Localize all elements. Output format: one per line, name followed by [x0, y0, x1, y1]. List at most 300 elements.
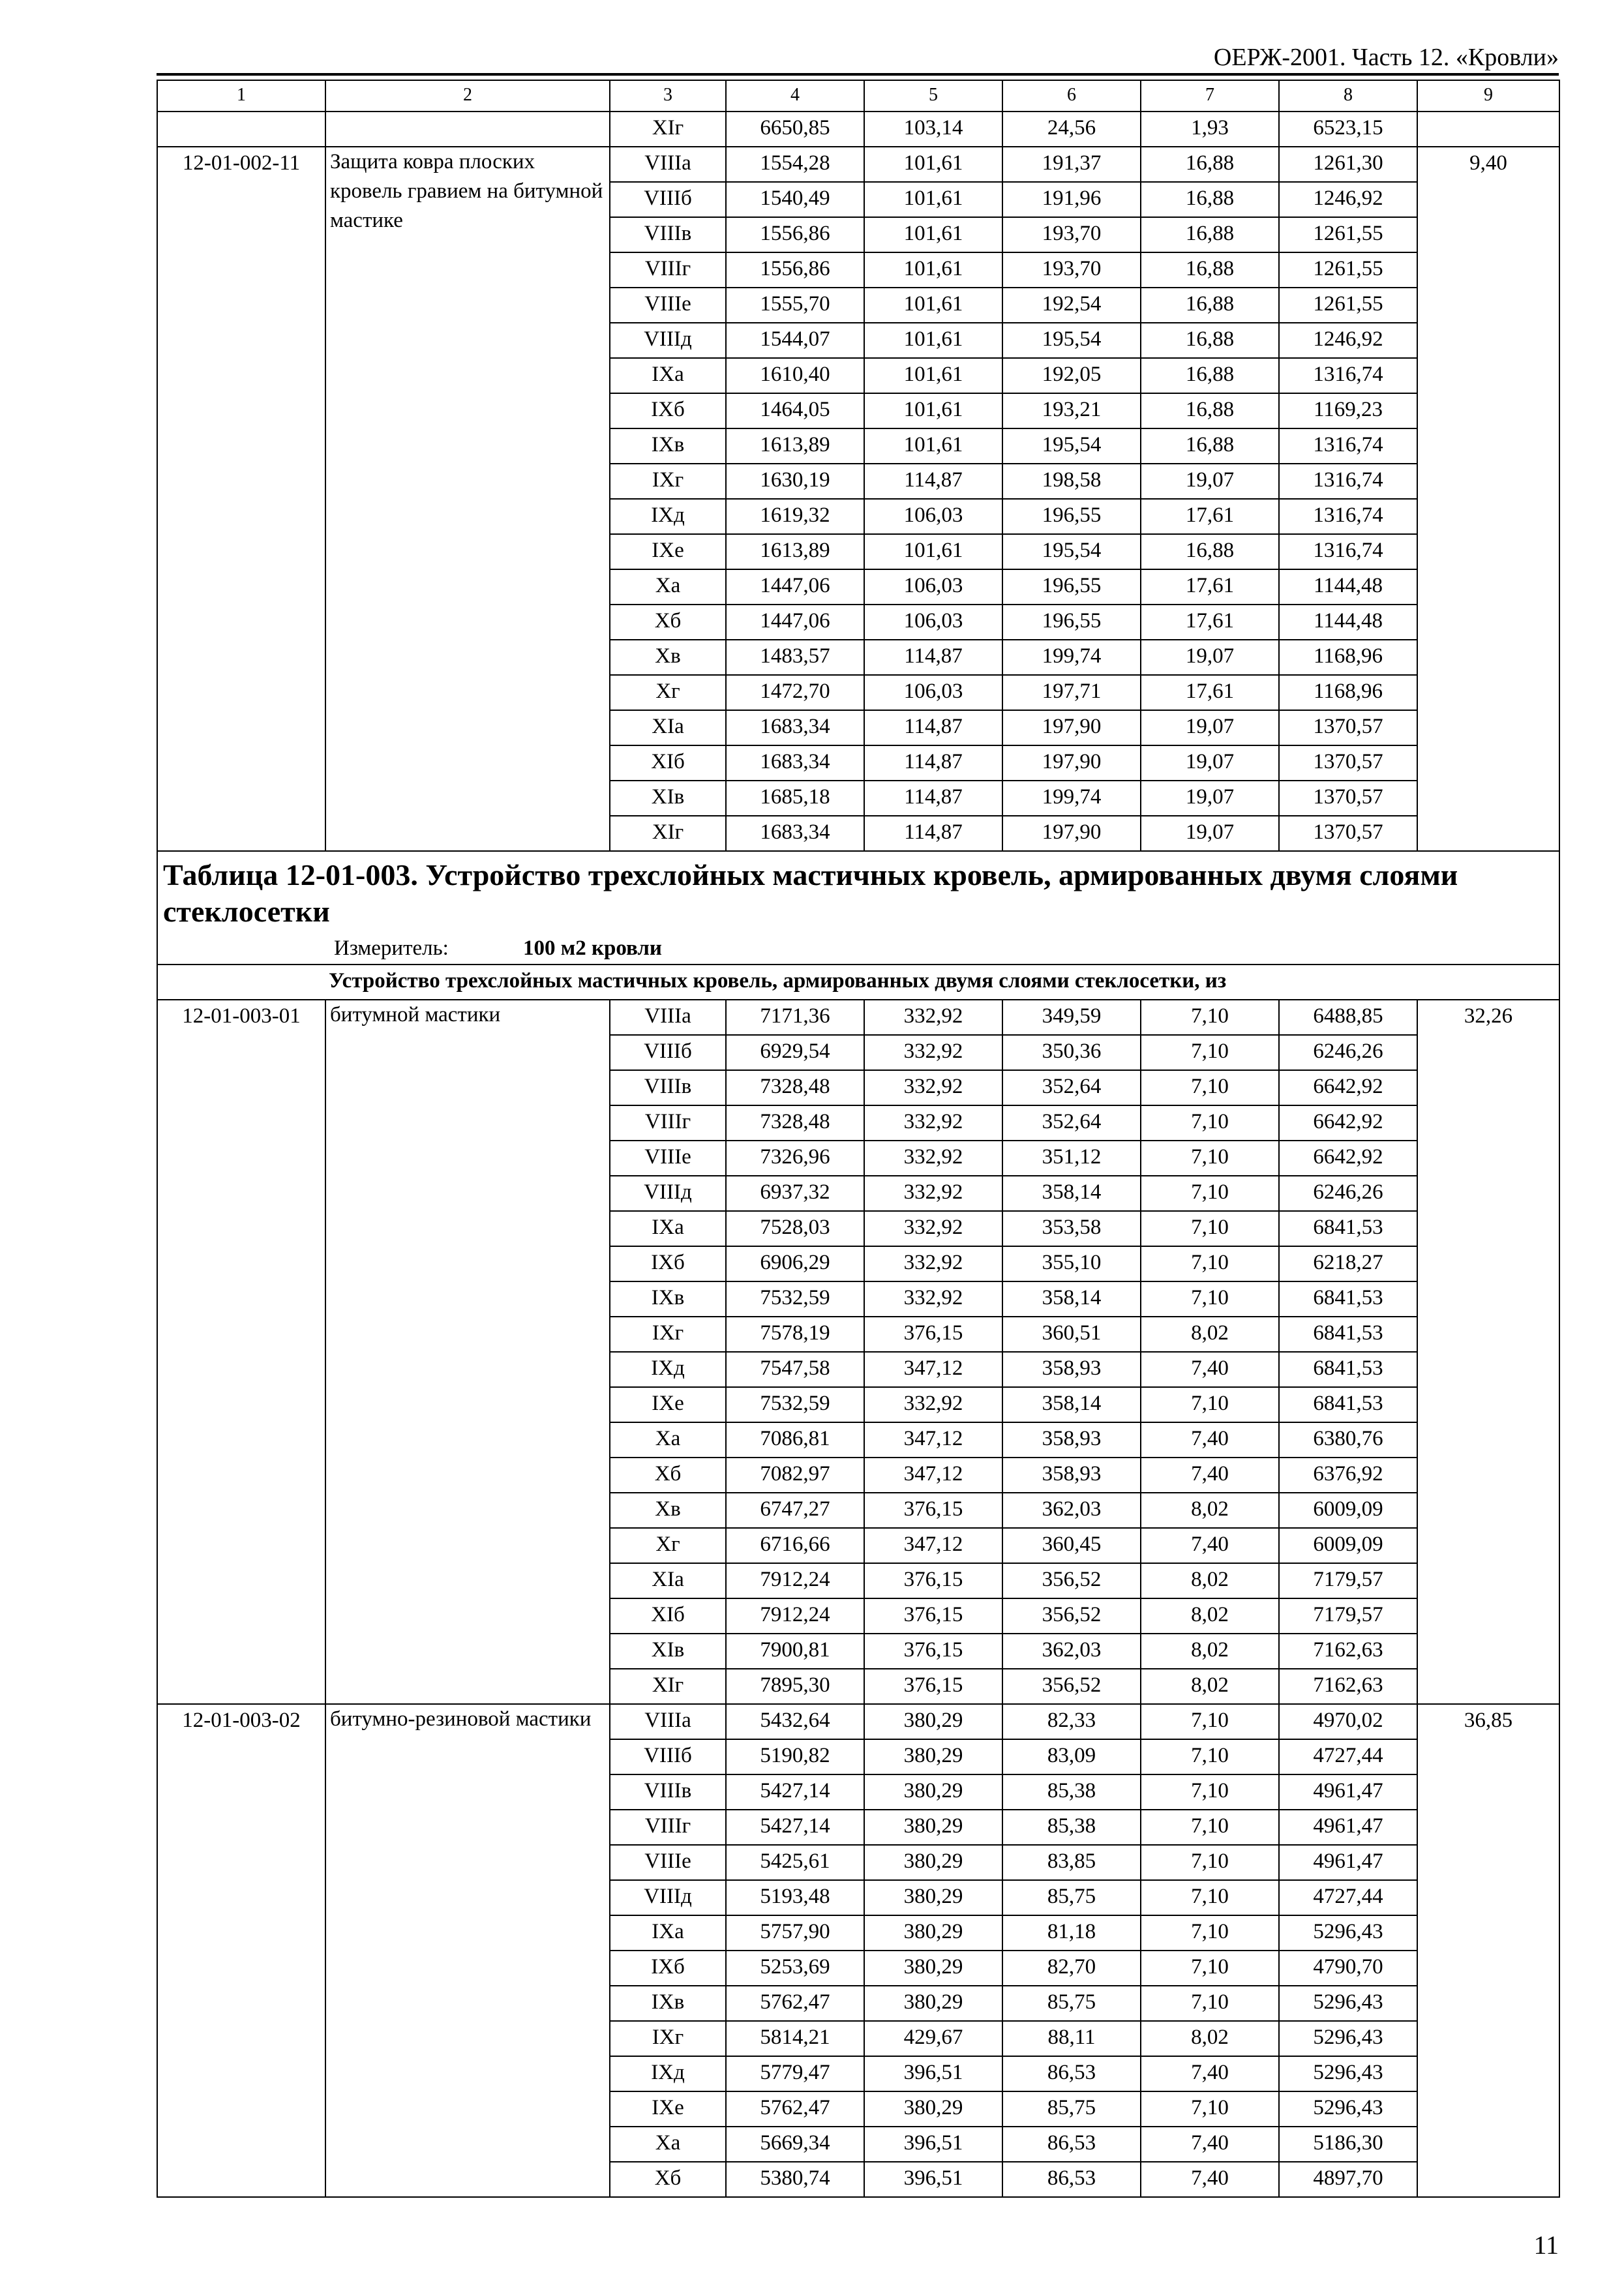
value-cell: 81,18 [1002, 1915, 1141, 1951]
value-cell: 101,61 [864, 534, 1002, 569]
value-cell: 352,64 [1002, 1105, 1141, 1141]
value-cell: Xг [610, 675, 726, 710]
value-cell: 197,90 [1002, 745, 1141, 781]
column-number: 7 [1141, 80, 1279, 112]
value-cell: 1370,57 [1279, 710, 1417, 745]
value-cell: XIг [610, 816, 726, 851]
value-cell: 85,75 [1002, 1880, 1141, 1915]
value-cell: 1554,28 [726, 147, 864, 182]
value-cell: 1610,40 [726, 358, 864, 393]
value-cell: 358,14 [1002, 1281, 1141, 1317]
value-cell: 16,88 [1141, 534, 1279, 569]
value-cell: 7,10 [1141, 1951, 1279, 1986]
value-cell: IXб [610, 1951, 726, 1986]
value-cell: 7,10 [1141, 1035, 1279, 1070]
value-cell: 6929,54 [726, 1035, 864, 1070]
section-heading-row [157, 965, 1559, 1000]
value-cell: 355,10 [1002, 1246, 1141, 1281]
value-cell: 193,21 [1002, 393, 1141, 428]
value-cell: 7528,03 [726, 1211, 864, 1246]
description-cell: битумной мастики [325, 1000, 610, 1704]
value-cell: 196,55 [1002, 499, 1141, 534]
value-cell: 1683,34 [726, 710, 864, 745]
value-cell: 380,29 [864, 1845, 1002, 1880]
value-cell: IXа [610, 1915, 726, 1951]
value-cell: 191,96 [1002, 182, 1141, 217]
value-cell: 7,10 [1141, 1211, 1279, 1246]
value-cell: Xб [610, 605, 726, 640]
value-cell: 376,15 [864, 1317, 1002, 1352]
page-number: 11 [1533, 2230, 1559, 2260]
value-cell: 7162,63 [1279, 1669, 1417, 1704]
value-cell: 380,29 [864, 1951, 1002, 1986]
value-cell: 1619,32 [726, 499, 864, 534]
code-cell: 12-01-003-01 [157, 1000, 325, 1704]
value-cell: 4961,47 [1279, 1810, 1417, 1845]
value-cell: 362,03 [1002, 1634, 1141, 1669]
value-cell: 101,61 [864, 147, 1002, 182]
value-cell: 1544,07 [726, 323, 864, 358]
value-cell: 358,93 [1002, 1422, 1141, 1458]
value-cell: 86,53 [1002, 2127, 1141, 2162]
value-cell: 7,10 [1141, 1774, 1279, 1810]
value-cell: 332,92 [864, 1141, 1002, 1176]
value-cell: 1685,18 [726, 781, 864, 816]
value-cell: 6642,92 [1279, 1070, 1417, 1105]
value-cell: IXа [610, 1211, 726, 1246]
value-cell: 380,29 [864, 1704, 1002, 1739]
value-cell: 5762,47 [726, 1986, 864, 2021]
value-cell: 353,58 [1002, 1211, 1141, 1246]
value-cell: IXе [610, 2091, 726, 2127]
value-cell: 1,93 [1141, 112, 1279, 147]
table-title: Таблица 12-01-003. Устройство трехслойных мастичных кровель, армированных двумя слоями стеклосетки [163, 858, 1458, 928]
value-cell: 1613,89 [726, 428, 864, 464]
value-cell: XIа [610, 710, 726, 745]
value-cell: 17,61 [1141, 605, 1279, 640]
value-cell: 396,51 [864, 2162, 1002, 2197]
value-cell: 1464,05 [726, 393, 864, 428]
value-cell: 16,88 [1141, 393, 1279, 428]
value-cell: Xб [610, 1458, 726, 1493]
value-cell: VIIIг [610, 1810, 726, 1845]
value-cell: 24,56 [1002, 112, 1141, 147]
value-cell: 8,02 [1141, 1669, 1279, 1704]
value-cell: 5757,90 [726, 1915, 864, 1951]
value-cell: XIг [610, 112, 726, 147]
value-cell: 198,58 [1002, 464, 1141, 499]
value-cell: 1555,70 [726, 288, 864, 323]
value-cell: 1316,74 [1279, 358, 1417, 393]
value-cell: 1472,70 [726, 675, 864, 710]
value-cell: 1144,48 [1279, 569, 1417, 605]
value-cell: 5779,47 [726, 2056, 864, 2091]
value-cell: 5253,69 [726, 1951, 864, 1986]
value-cell: 396,51 [864, 2056, 1002, 2091]
value-cell: 332,92 [864, 1387, 1002, 1422]
value-cell: 7171,36 [726, 1000, 864, 1035]
value-cell: 1144,48 [1279, 605, 1417, 640]
value-cell: 7,10 [1141, 2091, 1279, 2127]
value-cell: 1556,86 [726, 217, 864, 252]
value-cell: 83,09 [1002, 1739, 1141, 1774]
value-cell: VIIIв [610, 1070, 726, 1105]
value-cell: 19,07 [1141, 464, 1279, 499]
value-cell: 86,53 [1002, 2056, 1141, 2091]
value-cell: VIIIа [610, 1704, 726, 1739]
column-number: 5 [864, 80, 1002, 112]
column-number: 3 [610, 80, 726, 112]
value-cell: 19,07 [1141, 816, 1279, 851]
value-cell: 332,92 [864, 1281, 1002, 1317]
col9-cell: 36,85 [1417, 1704, 1559, 2197]
value-cell: 192,54 [1002, 288, 1141, 323]
description-cell: Защита ковра плоских кровель гравием на битумной мастике [325, 147, 610, 851]
value-cell: IXе [610, 1387, 726, 1422]
value-cell: VIIIг [610, 252, 726, 288]
value-cell: Xа [610, 1422, 726, 1458]
value-cell: 1261,55 [1279, 217, 1417, 252]
value-cell: 16,88 [1141, 288, 1279, 323]
value-cell: 1316,74 [1279, 534, 1417, 569]
value-cell: 7912,24 [726, 1563, 864, 1598]
value-cell: 332,92 [864, 1176, 1002, 1211]
value-cell: 1683,34 [726, 745, 864, 781]
value-cell: IXд [610, 1352, 726, 1387]
value-cell: IXб [610, 393, 726, 428]
value-cell: 16,88 [1141, 182, 1279, 217]
value-cell: 6009,09 [1279, 1528, 1417, 1563]
value-cell: 7,10 [1141, 1246, 1279, 1281]
value-cell: 114,87 [864, 745, 1002, 781]
value-cell: 106,03 [864, 675, 1002, 710]
value-cell: 83,85 [1002, 1845, 1141, 1880]
value-cell: 7,10 [1141, 1176, 1279, 1211]
value-cell: 1447,06 [726, 605, 864, 640]
description-cell: битумно-резиновой мастики [325, 1704, 610, 2197]
value-cell: 8,02 [1141, 1598, 1279, 1634]
value-cell: 7895,30 [726, 1669, 864, 1704]
value-cell: 6246,26 [1279, 1035, 1417, 1070]
value-cell: 195,54 [1002, 428, 1141, 464]
value-cell: Xг [610, 1528, 726, 1563]
value-cell: Xв [610, 1493, 726, 1528]
value-cell: 7,40 [1141, 2162, 1279, 2197]
value-cell: 16,88 [1141, 358, 1279, 393]
value-cell: 197,90 [1002, 710, 1141, 745]
value-cell: VIIIе [610, 1845, 726, 1880]
value-cell: 5296,43 [1279, 2056, 1417, 2091]
value-cell: 101,61 [864, 428, 1002, 464]
value-cell: 1630,19 [726, 464, 864, 499]
value-cell: 7900,81 [726, 1634, 864, 1669]
value-cell: 7179,57 [1279, 1598, 1417, 1634]
value-cell: 6841,53 [1279, 1387, 1417, 1422]
value-cell: 197,71 [1002, 675, 1141, 710]
value-cell: 1168,96 [1279, 675, 1417, 710]
value-cell: 8,02 [1141, 1493, 1279, 1528]
value-cell: 7,10 [1141, 1704, 1279, 1739]
value-cell: IXв [610, 1986, 726, 2021]
value-cell: 362,03 [1002, 1493, 1141, 1528]
column-number: 6 [1002, 80, 1141, 112]
value-cell: 6488,85 [1279, 1000, 1417, 1035]
col9-cell: 9,40 [1417, 147, 1559, 851]
value-cell: XIг [610, 1669, 726, 1704]
value-cell: 85,38 [1002, 1774, 1141, 1810]
value-cell: 7,10 [1141, 1915, 1279, 1951]
value-cell: 7,10 [1141, 1387, 1279, 1422]
value-cell: VIIIб [610, 1035, 726, 1070]
value-cell: 7,40 [1141, 2056, 1279, 2091]
value-cell: 350,36 [1002, 1035, 1141, 1070]
code-cell [157, 112, 325, 147]
table-title-row [157, 851, 1559, 965]
value-cell: 7547,58 [726, 1352, 864, 1387]
value-cell: 101,61 [864, 217, 1002, 252]
value-cell: 106,03 [864, 605, 1002, 640]
value-cell: 332,92 [864, 1000, 1002, 1035]
value-cell: VIIIв [610, 217, 726, 252]
value-cell: 332,92 [864, 1211, 1002, 1246]
value-cell: 5296,43 [1279, 1915, 1417, 1951]
value-cell: IXд [610, 499, 726, 534]
column-number: 1 [157, 80, 325, 112]
value-cell: 380,29 [864, 1915, 1002, 1951]
value-cell: 376,15 [864, 1493, 1002, 1528]
value-cell: 358,93 [1002, 1458, 1141, 1493]
value-cell: 347,12 [864, 1528, 1002, 1563]
value-cell: XIб [610, 1598, 726, 1634]
table-row [157, 1704, 1559, 1739]
value-cell: 7,40 [1141, 1458, 1279, 1493]
value-cell: XIв [610, 1634, 726, 1669]
value-cell: 5427,14 [726, 1810, 864, 1845]
value-cell: 380,29 [864, 1774, 1002, 1810]
value-cell: 6650,85 [726, 112, 864, 147]
value-cell: 6716,66 [726, 1528, 864, 1563]
value-cell: XIв [610, 781, 726, 816]
value-cell: 7328,48 [726, 1105, 864, 1141]
value-cell: 396,51 [864, 2127, 1002, 2162]
col9-cell [1417, 112, 1559, 147]
value-cell: 114,87 [864, 781, 1002, 816]
value-cell: 1370,57 [1279, 745, 1417, 781]
value-cell: 17,61 [1141, 675, 1279, 710]
value-cell: 7,10 [1141, 1880, 1279, 1915]
value-cell: 114,87 [864, 464, 1002, 499]
value-cell: 114,87 [864, 640, 1002, 675]
value-cell: 7,40 [1141, 1528, 1279, 1563]
value-cell: 17,61 [1141, 569, 1279, 605]
value-cell: VIIIа [610, 1000, 726, 1035]
value-cell: 376,15 [864, 1598, 1002, 1634]
value-cell: VIIIб [610, 1739, 726, 1774]
value-cell: 4970,02 [1279, 1704, 1417, 1739]
value-cell: 101,61 [864, 393, 1002, 428]
value-cell: 8,02 [1141, 1317, 1279, 1352]
value-cell: IXг [610, 1317, 726, 1352]
value-cell: 6937,32 [726, 1176, 864, 1211]
value-cell: 6747,27 [726, 1493, 864, 1528]
value-cell: 358,93 [1002, 1352, 1141, 1387]
value-cell: IXг [610, 2021, 726, 2056]
value-cell: 16,88 [1141, 252, 1279, 288]
value-cell: 1246,92 [1279, 182, 1417, 217]
value-cell: 5427,14 [726, 1774, 864, 1810]
value-cell: 195,54 [1002, 534, 1141, 569]
value-cell: 5380,74 [726, 2162, 864, 2197]
value-cell: 19,07 [1141, 710, 1279, 745]
measure-label: Измеритель: [334, 936, 449, 960]
value-cell: 114,87 [864, 710, 1002, 745]
value-cell: 1316,74 [1279, 428, 1417, 464]
value-cell: 19,07 [1141, 640, 1279, 675]
column-number: 2 [325, 80, 610, 112]
value-cell: 7532,59 [726, 1387, 864, 1422]
value-cell: 7082,97 [726, 1458, 864, 1493]
value-cell: 6841,53 [1279, 1281, 1417, 1317]
table-title-cell [157, 851, 1559, 965]
measure-line [163, 933, 1552, 964]
value-cell: 85,75 [1002, 1986, 1141, 2021]
value-cell: 82,33 [1002, 1704, 1141, 1739]
value-cell: 86,53 [1002, 2162, 1141, 2197]
value-cell: 332,92 [864, 1105, 1002, 1141]
value-cell: 5425,61 [726, 1845, 864, 1880]
value-cell: 6841,53 [1279, 1352, 1417, 1387]
code-cell: 12-01-003-02 [157, 1704, 325, 2197]
rates-table [157, 80, 1560, 2198]
value-cell: 16,88 [1141, 428, 1279, 464]
value-cell: 7,10 [1141, 1070, 1279, 1105]
value-cell: 16,88 [1141, 217, 1279, 252]
value-cell: 1261,55 [1279, 288, 1417, 323]
section-heading: Устройство трехслойных мастичных кровель, армированных двумя слоями стеклосетки, из [157, 965, 1559, 1000]
value-cell: 5669,34 [726, 2127, 864, 2162]
value-cell: 6841,53 [1279, 1211, 1417, 1246]
value-cell: Xб [610, 2162, 726, 2197]
value-cell: 101,61 [864, 323, 1002, 358]
value-cell: 6841,53 [1279, 1317, 1417, 1352]
value-cell: 7086,81 [726, 1422, 864, 1458]
value-cell: 85,38 [1002, 1810, 1141, 1845]
value-cell: 6246,26 [1279, 1176, 1417, 1211]
value-cell: 6218,27 [1279, 1246, 1417, 1281]
value-cell: 358,14 [1002, 1387, 1141, 1422]
value-cell: 429,67 [864, 2021, 1002, 2056]
value-cell: 7578,19 [726, 1317, 864, 1352]
value-cell: 8,02 [1141, 1634, 1279, 1669]
value-cell: Xв [610, 640, 726, 675]
value-cell: 1316,74 [1279, 499, 1417, 534]
value-cell: IXг [610, 464, 726, 499]
value-cell: 196,55 [1002, 569, 1141, 605]
value-cell: 19,07 [1141, 745, 1279, 781]
value-cell: 376,15 [864, 1563, 1002, 1598]
value-cell: 191,37 [1002, 147, 1141, 182]
value-cell: Xа [610, 2127, 726, 2162]
value-cell: 101,61 [864, 182, 1002, 217]
value-cell: 380,29 [864, 1986, 1002, 2021]
value-cell: IXв [610, 428, 726, 464]
value-cell: 1261,55 [1279, 252, 1417, 288]
value-cell: 1316,74 [1279, 464, 1417, 499]
value-cell: 16,88 [1141, 323, 1279, 358]
value-cell: 332,92 [864, 1070, 1002, 1105]
table-row [157, 147, 1559, 182]
value-cell: 6642,92 [1279, 1105, 1417, 1141]
code-cell: 12-01-002-11 [157, 147, 325, 851]
value-cell: 17,61 [1141, 499, 1279, 534]
value-cell: 4727,44 [1279, 1739, 1417, 1774]
value-cell: 193,70 [1002, 217, 1141, 252]
value-cell: 6376,92 [1279, 1458, 1417, 1493]
value-cell: 16,88 [1141, 147, 1279, 182]
value-cell: 5814,21 [726, 2021, 864, 2056]
value-cell: 1483,57 [726, 640, 864, 675]
value-cell: 103,14 [864, 112, 1002, 147]
value-cell: 7,40 [1141, 1352, 1279, 1387]
value-cell: 196,55 [1002, 605, 1141, 640]
value-cell: 349,59 [1002, 1000, 1141, 1035]
value-cell: 1370,57 [1279, 816, 1417, 851]
value-cell: 7,40 [1141, 2127, 1279, 2162]
value-cell: 358,14 [1002, 1176, 1141, 1211]
column-number: 4 [726, 80, 864, 112]
value-cell: 199,74 [1002, 781, 1141, 816]
value-cell: VIIIв [610, 1774, 726, 1810]
value-cell: 4727,44 [1279, 1880, 1417, 1915]
value-cell: 7,10 [1141, 1739, 1279, 1774]
value-cell: 380,29 [864, 2091, 1002, 2127]
page-header: ОЕРЖ-2001. Часть 12. «Кровли» [1213, 44, 1559, 71]
value-cell: 1246,92 [1279, 323, 1417, 358]
value-cell: IXа [610, 358, 726, 393]
value-cell: 82,70 [1002, 1951, 1141, 1986]
value-cell: 7326,96 [726, 1141, 864, 1176]
value-cell: 5193,48 [726, 1880, 864, 1915]
value-cell: 347,12 [864, 1422, 1002, 1458]
value-cell: 114,87 [864, 816, 1002, 851]
value-cell: 106,03 [864, 499, 1002, 534]
value-cell: 351,12 [1002, 1141, 1141, 1176]
value-cell: 106,03 [864, 569, 1002, 605]
value-cell: 7,10 [1141, 1000, 1279, 1035]
value-cell: 7912,24 [726, 1598, 864, 1634]
description-cell [325, 112, 610, 147]
value-cell: 4790,70 [1279, 1951, 1417, 1986]
value-cell: XIб [610, 745, 726, 781]
value-cell: 5296,43 [1279, 2091, 1417, 2127]
value-cell: 376,15 [864, 1634, 1002, 1669]
value-cell: IXв [610, 1281, 726, 1317]
value-cell: 7,10 [1141, 1810, 1279, 1845]
value-cell: 4961,47 [1279, 1774, 1417, 1810]
value-cell: 1169,23 [1279, 393, 1417, 428]
value-cell: 101,61 [864, 288, 1002, 323]
value-cell: 5296,43 [1279, 2021, 1417, 2056]
value-cell: 7,10 [1141, 1281, 1279, 1317]
header-rule [157, 73, 1559, 76]
value-cell: 88,11 [1002, 2021, 1141, 2056]
value-cell: VIIIд [610, 1176, 726, 1211]
value-cell: 101,61 [864, 358, 1002, 393]
value-cell: 1683,34 [726, 816, 864, 851]
value-cell: 1261,30 [1279, 147, 1417, 182]
value-cell: 4961,47 [1279, 1845, 1417, 1880]
value-cell: XIа [610, 1563, 726, 1598]
